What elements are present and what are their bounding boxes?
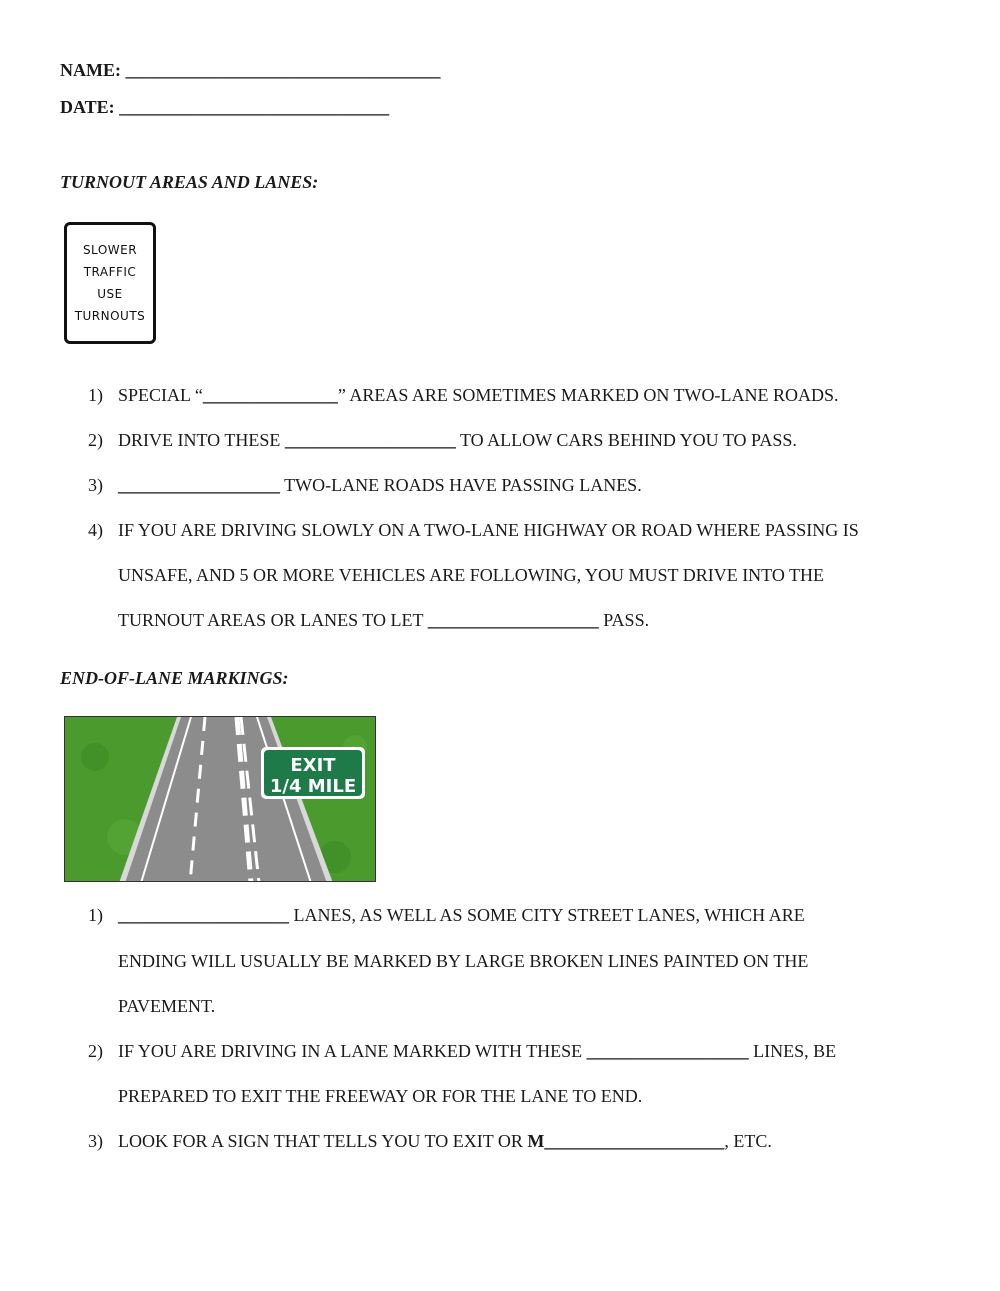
question-text: LOOK FOR A SIGN THAT TELLS YOU TO EXIT OR	[118, 1131, 528, 1151]
answer-blank[interactable]: ___________________	[118, 905, 289, 925]
name-label: NAME:	[60, 60, 121, 80]
sign-line: TRAFFIC	[83, 265, 137, 279]
exit-sign-line1: EXIT	[290, 755, 336, 776]
question-text: IF YOU ARE DRIVING SLOWLY ON A TWO-LANE HIGHWAY OR ROAD WHERE PASSING IS	[118, 520, 859, 540]
turnout-question-4	[88, 520, 859, 541]
question-text: PASS.	[598, 610, 650, 630]
question-text: LANES, AS WELL AS SOME CITY STREET LANES, WHICH ARE	[289, 905, 805, 925]
sign-line: SLOWER	[82, 243, 138, 257]
question-number: 4)	[88, 520, 103, 540]
question-text: TWO-LANE ROADS HAVE PASSING LANES.	[280, 475, 642, 495]
answer-blank[interactable]: ____________________	[544, 1131, 725, 1151]
question-number: 3)	[88, 475, 103, 495]
question-text: DRIVE INTO THESE	[118, 430, 285, 450]
date-line	[60, 97, 389, 118]
section-heading-end-of-lane: END-OF-LANE MARKINGS:	[60, 668, 289, 688]
question-number: 2)	[88, 1041, 103, 1061]
question-continuation: UNSAFE, AND 5 OR MORE VEHICLES ARE FOLLOWING, YOU MUST DRIVE INTO THE	[118, 565, 825, 585]
question-text: ” AREAS ARE SOMETIMES MARKED ON TWO-LANE ROADS.	[337, 385, 839, 405]
answer-blank[interactable]: __________________	[586, 1041, 749, 1061]
question-number: 3)	[88, 1131, 103, 1151]
answer-blank[interactable]: __________________	[118, 475, 280, 495]
question-number: 1)	[88, 905, 103, 925]
question-continuation: ENDING WILL USUALLY BE MARKED BY LARGE BROKEN LINES PAINTED ON THE	[118, 951, 809, 971]
turnout-question-1	[88, 385, 839, 406]
freeway-exit-image	[64, 716, 376, 882]
question-number: 2)	[88, 430, 103, 450]
date-blank[interactable]: ______________________________	[119, 97, 390, 117]
end-of-lane-question-3	[88, 1131, 772, 1152]
question-text: LINES, BE	[748, 1041, 837, 1061]
end-of-lane-question-2	[88, 1041, 836, 1062]
answer-blank[interactable]: ___________________	[284, 430, 456, 450]
question-number: 1)	[88, 385, 103, 405]
sign-line: TURNOUTS	[74, 309, 146, 323]
question-continuation: PAVEMENT.	[118, 996, 216, 1016]
section-heading-turnout: TURNOUT AREAS AND LANES:	[60, 172, 319, 192]
question-text: IF YOU ARE DRIVING IN A LANE MARKED WITH THESE	[118, 1041, 587, 1061]
question-text: SPECIAL “	[118, 385, 203, 405]
date-label: DATE:	[60, 97, 115, 117]
slower-traffic-sign-image	[64, 222, 156, 344]
exit-sign-line2: 1/4 MILE	[269, 776, 357, 797]
answer-blank[interactable]: ___________________	[427, 610, 599, 630]
sign-line: USE	[97, 287, 123, 301]
turnout-question-3	[88, 475, 642, 496]
name-line	[60, 60, 441, 81]
end-of-lane-question-1	[88, 905, 805, 926]
question-continuation	[118, 610, 649, 631]
question-text: TURNOUT AREAS OR LANES TO LET	[118, 610, 428, 630]
bold-letter: M	[527, 1131, 545, 1151]
question-text: , ETC.	[724, 1131, 772, 1151]
turnout-question-2	[88, 430, 797, 451]
name-blank[interactable]: ___________________________________	[125, 60, 441, 80]
answer-blank[interactable]: _______________	[202, 385, 338, 405]
question-text: TO ALLOW CARS BEHIND YOU TO PASS.	[455, 430, 797, 450]
question-continuation: PREPARED TO EXIT THE FREEWAY OR FOR THE LANE TO END.	[118, 1086, 643, 1106]
